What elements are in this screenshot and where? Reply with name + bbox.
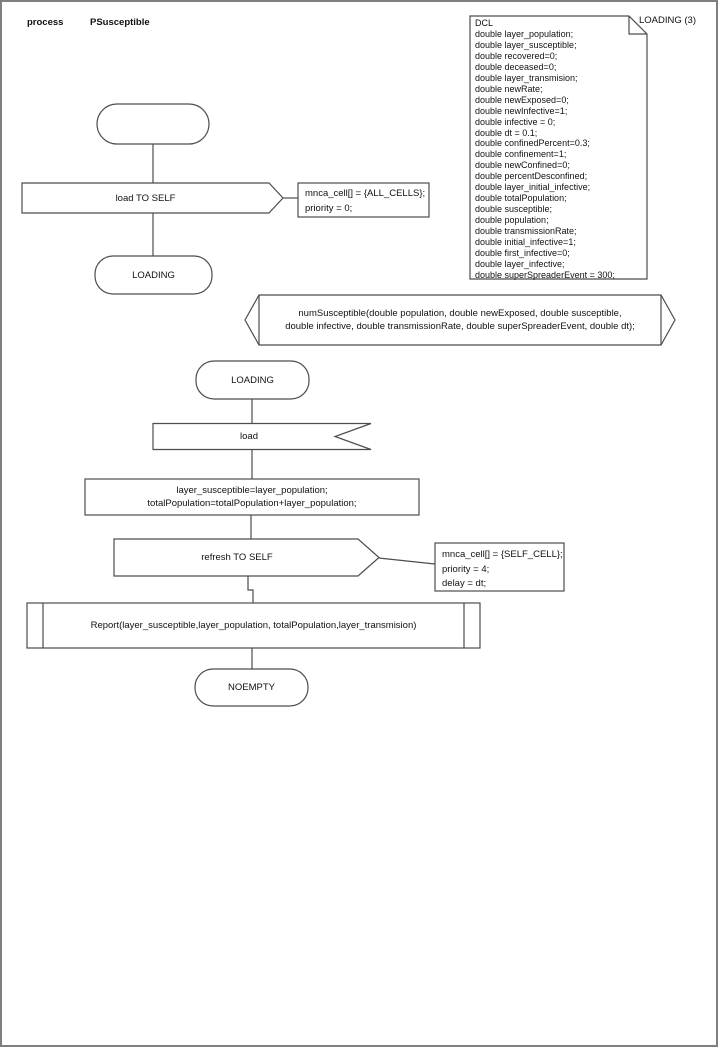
comment-load-box[interactable] — [298, 183, 429, 217]
output-load-shape[interactable] — [22, 183, 283, 213]
state-loading-label: LOADING — [231, 374, 274, 386]
comment-load-text: mnca_cell[] = {ALL_CELLS}; priority = 0; — [305, 188, 426, 214]
input-load-label: load — [240, 431, 258, 442]
procedure-call-report-label: Report(layer_susceptible,layer_population, totalPopulation,layer_transmision) — [90, 620, 417, 631]
connector-output-refresh-to-comment — [379, 558, 435, 564]
connector-output-refresh-to-report — [248, 576, 253, 603]
state-noempty-shape[interactable] — [195, 669, 308, 706]
start-node-shape[interactable] — [97, 104, 209, 144]
task-assign-shape[interactable] — [85, 479, 419, 515]
state-loading-top-label: LOADING — [132, 269, 175, 281]
dcl-declarations-box[interactable] — [470, 16, 647, 279]
procedure-declaration-shape[interactable] — [245, 295, 675, 345]
process-name: PSusceptible — [90, 17, 150, 28]
state-loading-top-shape[interactable] — [95, 256, 212, 294]
task-assign-label: layer_susceptible=layer_population; totalPopulation=totalPopulation+layer_population; — [147, 485, 357, 509]
diagram-shape-layer — [2, 2, 716, 1045]
dcl-lines: double layer_population; double layer_susceptible; double recovered=0; double deceased=0; double layer_transmision; double newRate; double newExposed=0; double newInfective=1; double infective = 0; double dt = 0.1; double confinedPercent=0.3; double confinement=1; double newConfined=0; double percentDesconfined; double layer_initial_infective; double totalPopulation; double susceptible; double population; double transmissionRate; double initial_infective=1; double first_infective=0; double layer_infective; double superSpreaderEvent = 300; — [475, 28, 615, 280]
process-keyword: process — [27, 17, 64, 28]
output-refresh-shape[interactable] — [114, 539, 379, 576]
procedure-call-report-shape[interactable] — [27, 603, 480, 648]
output-load-label: load TO SELF — [115, 192, 176, 204]
comment-refresh-box[interactable] — [435, 543, 564, 591]
comment-refresh-text: mnca_cell[] = {SELF_CELL}; priority = 4; delay = dt; — [442, 549, 563, 589]
dcl-keyword: DCL — [475, 18, 494, 28]
output-refresh-label: refresh TO SELF — [201, 552, 273, 563]
procedure-declaration-label: numSusceptible(double population, double newExposed, double susceptible, double infective, double transmissionRate, double superSpreaderEvent, double dt); — [285, 308, 635, 332]
state-noempty-label: NOEMPTY — [228, 682, 275, 693]
page-label: LOADING (3) — [639, 15, 697, 26]
input-load-shape[interactable] — [153, 424, 371, 450]
state-loading-shape[interactable] — [196, 361, 309, 399]
